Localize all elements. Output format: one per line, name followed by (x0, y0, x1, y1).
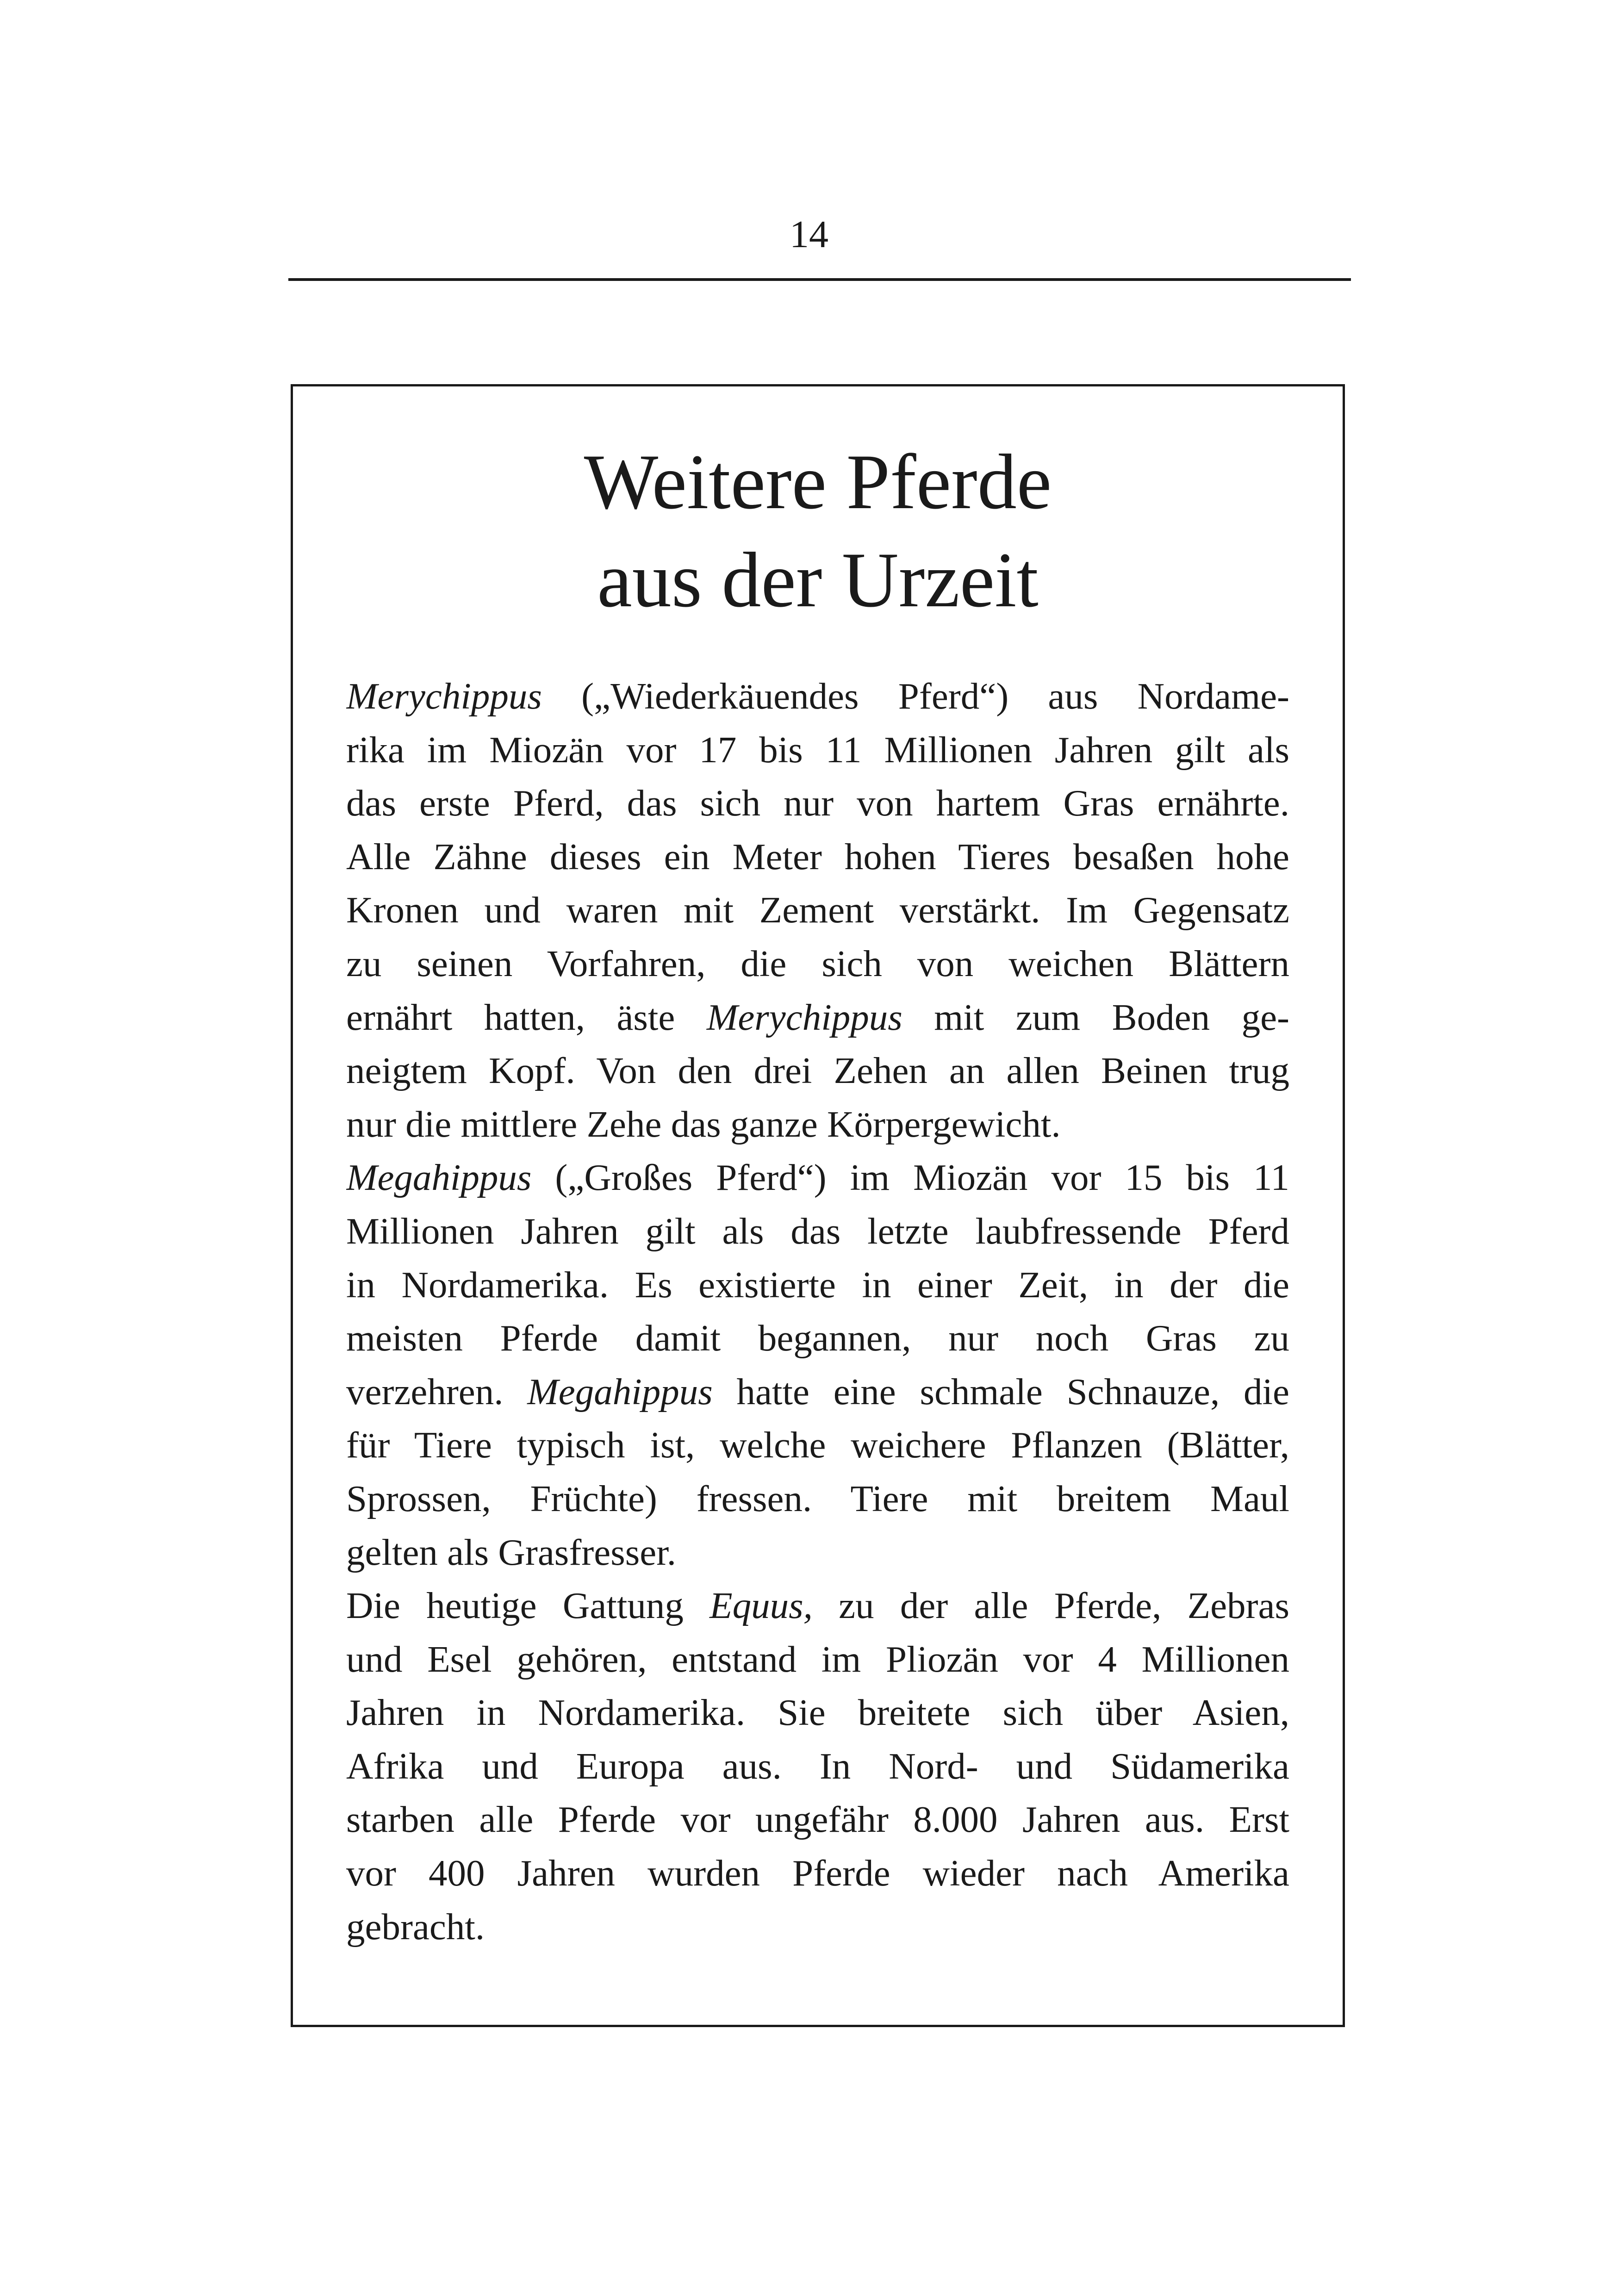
text-line (346, 1793, 1289, 1847)
text-line (346, 1633, 1289, 1686)
text-line (346, 830, 1289, 884)
text-line (346, 1098, 1289, 1151)
text-run: Jahren in Nordamerika. Sie breitete sich über Asien, (346, 1692, 1289, 1734)
text-run: Die heutige Gattung (346, 1585, 710, 1627)
text-line (346, 777, 1289, 830)
italic-term: Merychippus (706, 996, 902, 1038)
body-text (346, 670, 1289, 1954)
text-line (346, 1365, 1289, 1419)
text-run: in Nordamerika. Es existierte in einer Zeit, in der die (346, 1263, 1289, 1306)
text-run: für Tiere typisch ist, welche weichere Pflanzen (Blätter, (346, 1424, 1289, 1466)
text-run: verzehren. (346, 1370, 528, 1412)
text-run: Alle Zähne dieses ein Meter hohen Tieres besaßen hohe (346, 835, 1289, 877)
text-run: meisten Pferde damit begannen, nur noch Gras zu (346, 1317, 1289, 1359)
text-line (346, 1258, 1289, 1312)
text-run: ernährt hatten, äste (346, 996, 707, 1038)
header-rule (288, 278, 1351, 281)
page-number: 14 (790, 213, 828, 256)
text-run: Afrika und Europa aus. In Nord- und Südamerika (346, 1745, 1289, 1787)
text-run: gelten als Grasfresser. (346, 1531, 676, 1573)
text-line (346, 937, 1289, 991)
text-run: Kronen und waren mit Zement verstärkt. Im Gegensatz (346, 889, 1289, 931)
italic-term: Megahippus (346, 1157, 532, 1199)
text-line (346, 1740, 1289, 1793)
box-title: Weitere Pferde aus der Urzeit (584, 438, 1052, 623)
text-line (346, 884, 1289, 937)
italic-term: Merychippus (346, 675, 542, 717)
text-line (346, 1526, 1289, 1580)
text-run: nur die mittlere Zehe das ganze Körpergewicht. (346, 1103, 1061, 1145)
text-run: zu seinen Vorfahren, die sich von weichen Blättern (346, 942, 1289, 984)
text-run: rika im Miozän vor 17 bis 11 Millionen Jahren gilt als (346, 728, 1289, 771)
text-run: Millionen Jahren gilt als das letzte laubfressende Pferd (346, 1210, 1289, 1252)
italic-term: Equus, (709, 1585, 813, 1627)
text-run: neigtem Kopf. Von den drei Zehen an allen Beinen trug (346, 1050, 1289, 1092)
text-line (346, 1151, 1289, 1205)
text-run: und Esel gehören, entstand im Pliozän vor 4 Millionen (346, 1638, 1289, 1680)
text-line (346, 1900, 1289, 1954)
text-line (346, 991, 1289, 1045)
text-run: zu der alle Pferde, Zebras (812, 1585, 1289, 1627)
text-line (346, 1044, 1289, 1098)
text-line (346, 1205, 1289, 1258)
text-run: vor 400 Jahren wurden Pferde wieder nach Amerika (346, 1852, 1289, 1894)
text-run: gebracht. (346, 1905, 485, 1948)
text-line (346, 1579, 1289, 1633)
text-run: das erste Pferd, das sich nur von hartem Gras ernährte. (346, 782, 1289, 824)
text-line (346, 1419, 1289, 1472)
text-run: starben alle Pferde vor ungefähr 8.000 Jahren aus. Erst (346, 1798, 1289, 1841)
text-line (346, 1847, 1289, 1900)
text-run: hatte eine schmale Schnauze, die (712, 1370, 1289, 1412)
text-run: („Wiederkäuendes Pferd“) aus Nordame- (541, 675, 1289, 717)
text-box (291, 384, 1345, 2027)
text-line (346, 723, 1289, 777)
text-run: Sprossen, Früchte) fressen. Tiere mit breitem Maul (346, 1477, 1289, 1519)
italic-term: Megahippus (527, 1370, 713, 1412)
text-line (346, 1472, 1289, 1526)
text-line (346, 1686, 1289, 1740)
text-line (346, 670, 1289, 723)
text-line (346, 1312, 1289, 1365)
text-run: mit zum Boden ge- (902, 996, 1289, 1038)
text-run: („Großes Pferd“) im Miozän vor 15 bis 11 (531, 1157, 1289, 1199)
